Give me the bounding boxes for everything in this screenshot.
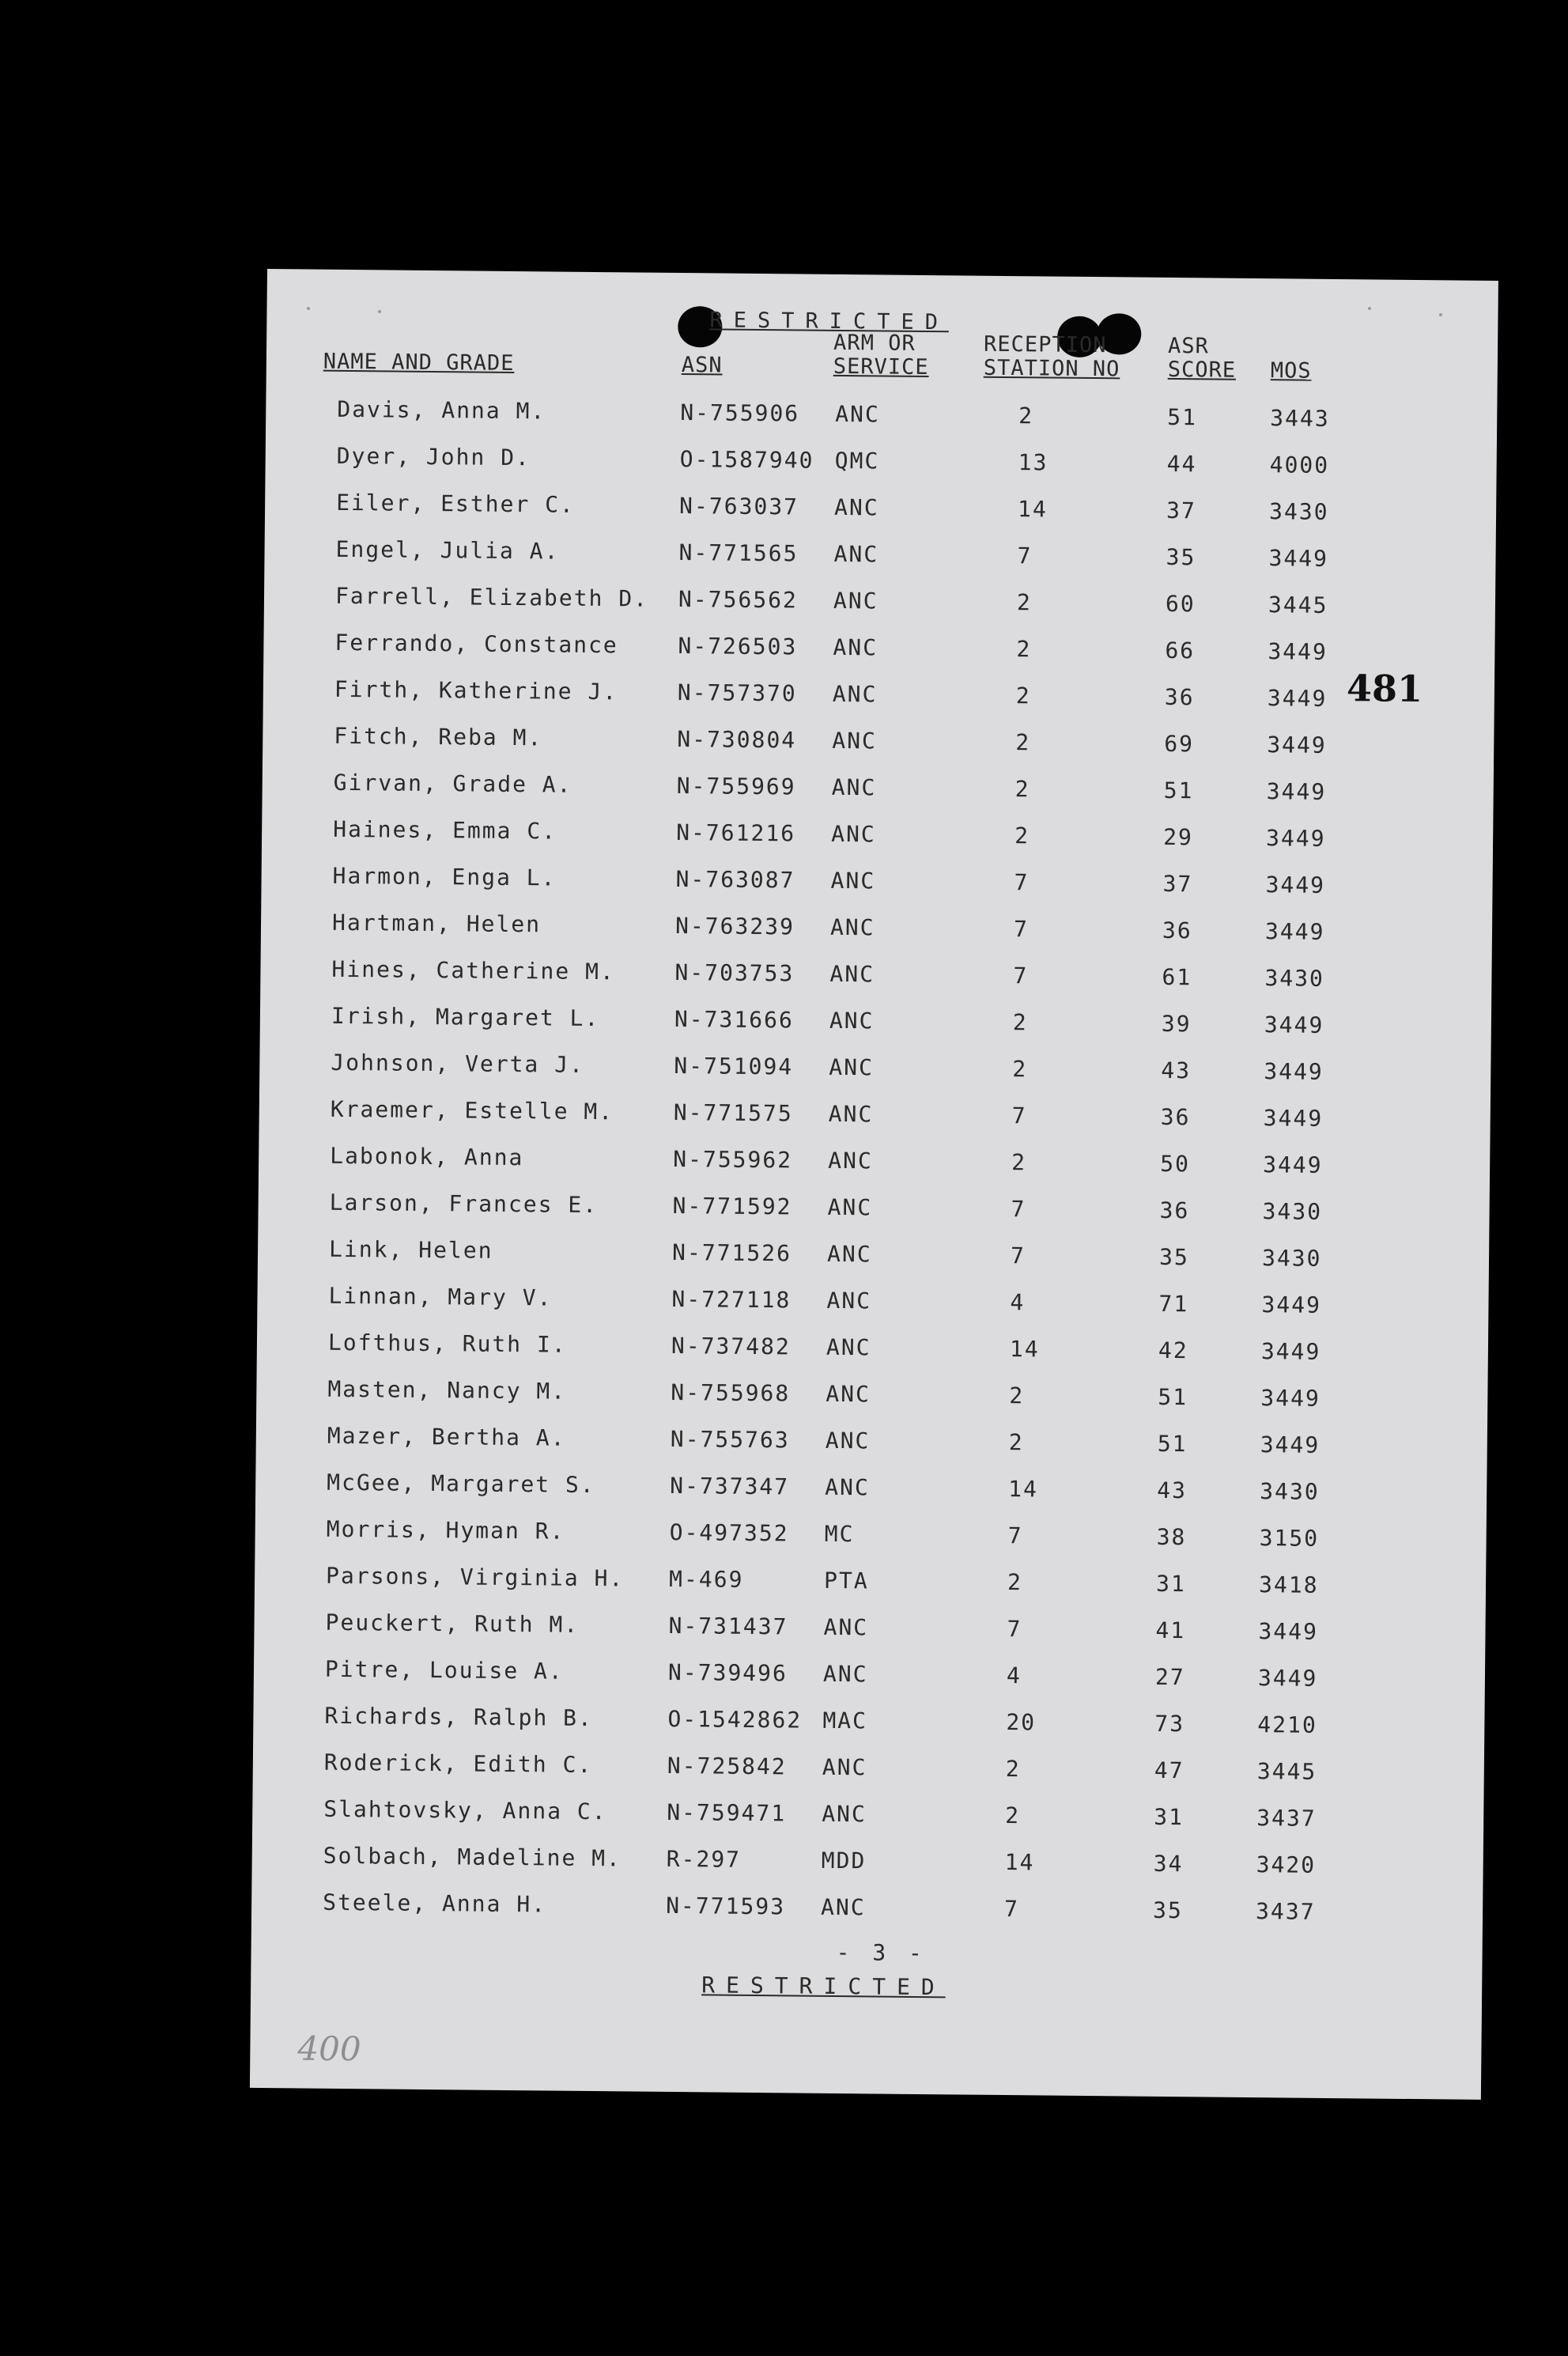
cell-station: 14 bbox=[1004, 1849, 1035, 1876]
cell-asr: 34 bbox=[1153, 1850, 1184, 1878]
footer-restricted: RESTRICTED bbox=[701, 1972, 946, 2001]
cell-arm: ANC bbox=[825, 1427, 871, 1454]
cell-asn: N-737482 bbox=[671, 1332, 791, 1360]
cell-asn: N-763239 bbox=[674, 912, 795, 940]
cell-name: Girvan, Grade A. bbox=[333, 769, 572, 798]
cell-asr: 44 bbox=[1166, 450, 1197, 478]
cell-arm: ANC bbox=[829, 1053, 875, 1081]
cell-station: 20 bbox=[1006, 1709, 1037, 1736]
cell-name: Davis, Anna M. bbox=[337, 395, 546, 425]
cell-station: 7 bbox=[1010, 1242, 1026, 1269]
cell-station: 2 bbox=[1012, 1056, 1028, 1083]
cell-mos: 3449 bbox=[1265, 825, 1326, 852]
cell-mos: 3449 bbox=[1265, 872, 1326, 898]
cell-mos: 3449 bbox=[1267, 732, 1327, 758]
cell-mos: 3449 bbox=[1267, 685, 1328, 712]
cell-arm: MDD bbox=[821, 1847, 867, 1874]
cell-name: Firth, Katherine J. bbox=[334, 675, 618, 705]
cell-station: 2 bbox=[1008, 1429, 1024, 1456]
column-header-asr bbox=[1168, 335, 1237, 383]
cell-asr: 36 bbox=[1159, 1197, 1190, 1224]
cell-asn: N-763087 bbox=[675, 865, 795, 894]
cell-name: Labonok, Anna bbox=[330, 1142, 524, 1171]
cell-arm: ANC bbox=[826, 1333, 871, 1361]
cell-asn: N-756562 bbox=[678, 586, 799, 614]
cell-mos: 3449 bbox=[1258, 1618, 1319, 1645]
cell-asn: N-763037 bbox=[678, 493, 799, 520]
cell-asr: 51 bbox=[1167, 403, 1198, 431]
cell-asn: N-771592 bbox=[672, 1192, 792, 1220]
cell-asr: 35 bbox=[1166, 543, 1196, 571]
cell-arm: ANC bbox=[820, 1893, 866, 1921]
cell-asn: N-755763 bbox=[670, 1425, 790, 1454]
cell-asn: N-739496 bbox=[667, 1658, 788, 1687]
cell-station: 7 bbox=[1014, 869, 1030, 896]
cell-mos: 4210 bbox=[1257, 1711, 1317, 1738]
page-stamp-number: 481 bbox=[1346, 667, 1423, 711]
cell-mos: 3150 bbox=[1259, 1525, 1320, 1552]
dust-speck bbox=[378, 310, 381, 313]
cell-arm: ANC bbox=[822, 1800, 867, 1828]
cell-name: Haines, Emma C. bbox=[333, 815, 557, 845]
cell-mos: 3449 bbox=[1261, 1291, 1322, 1318]
cell-station: 14 bbox=[1008, 1476, 1039, 1503]
cell-asr: 50 bbox=[1160, 1150, 1191, 1178]
cell-arm: ANC bbox=[832, 727, 878, 754]
dust-speck bbox=[1368, 307, 1371, 310]
column-header-asn bbox=[682, 354, 723, 377]
cell-asr: 31 bbox=[1155, 1570, 1186, 1598]
cell-arm: ANC bbox=[827, 1193, 873, 1221]
cell-asn: N-759471 bbox=[667, 1798, 787, 1827]
cell-asn: M-469 bbox=[668, 1565, 744, 1593]
page-number: - 3 - bbox=[836, 1939, 928, 1967]
cell-arm: ANC bbox=[833, 587, 878, 615]
cell-asn: N-771565 bbox=[678, 539, 799, 567]
column-header-station bbox=[984, 333, 1120, 382]
cell-mos: 3449 bbox=[1264, 1012, 1324, 1038]
cell-arm: ANC bbox=[823, 1613, 869, 1641]
dust-speck bbox=[1439, 313, 1442, 316]
cell-station: 4 bbox=[1010, 1289, 1026, 1316]
cell-asn: N-755968 bbox=[671, 1378, 791, 1407]
column-header-mos-label: MOS bbox=[1270, 358, 1312, 384]
cell-station: 7 bbox=[1003, 1896, 1020, 1923]
cell-asr: 61 bbox=[1162, 963, 1192, 991]
cell-name: Parsons, Virginia H. bbox=[325, 1562, 625, 1592]
cell-name: Farrell, Elizabeth D. bbox=[334, 582, 649, 612]
cell-name: Dyer, John D. bbox=[336, 442, 531, 471]
cell-asn: N-761216 bbox=[676, 819, 796, 847]
cell-mos: 3443 bbox=[1270, 405, 1330, 432]
cell-mos: 3437 bbox=[1256, 1805, 1317, 1832]
cell-asr: 39 bbox=[1161, 1010, 1192, 1038]
column-header-mos bbox=[1271, 359, 1312, 383]
cell-mos: 3445 bbox=[1256, 1758, 1317, 1785]
cell-station: 7 bbox=[1007, 1616, 1022, 1643]
cell-mos: 3449 bbox=[1268, 638, 1328, 665]
cell-arm: ANC bbox=[832, 680, 878, 708]
cell-name: Ferrando, Constance bbox=[334, 629, 618, 659]
cell-name: Eiler, Esther C. bbox=[336, 489, 576, 518]
cell-name: Linnan, Mary V. bbox=[328, 1282, 553, 1311]
cell-mos: 3445 bbox=[1268, 592, 1328, 618]
column-header-arm-line2: SERVICE bbox=[833, 354, 929, 380]
cell-asn: N-771593 bbox=[666, 1892, 786, 1920]
cell-asn: N-755962 bbox=[673, 1145, 793, 1174]
cell-asn: N-727118 bbox=[671, 1285, 792, 1314]
cell-station: 2 bbox=[1016, 636, 1032, 663]
cell-asn: N-757370 bbox=[677, 679, 797, 707]
cell-asn: N-731666 bbox=[674, 1005, 794, 1034]
cell-asr: 37 bbox=[1166, 497, 1196, 524]
column-header-asr-line1: ASR bbox=[1167, 333, 1210, 359]
cell-mos: 3449 bbox=[1263, 1105, 1324, 1132]
cell-station: 7 bbox=[1017, 543, 1033, 569]
cell-arm: ANC bbox=[829, 1007, 875, 1034]
cell-station: 14 bbox=[1017, 496, 1048, 523]
cell-station: 2 bbox=[1014, 776, 1030, 803]
cell-name: Roderick, Edith C. bbox=[323, 1749, 593, 1779]
cell-asr: 51 bbox=[1163, 777, 1194, 804]
cell-arm: ANC bbox=[828, 1147, 873, 1174]
header-restricted: RESTRICTED bbox=[709, 308, 950, 335]
cell-asr: 35 bbox=[1152, 1897, 1184, 1924]
cell-name: Larson, Frances E. bbox=[329, 1189, 599, 1219]
cell-arm: ANC bbox=[833, 494, 879, 521]
cell-asn: N-703753 bbox=[674, 959, 795, 987]
cell-name: Irish, Margaret L. bbox=[331, 1002, 600, 1032]
cell-arm: ANC bbox=[835, 400, 881, 428]
cell-station: 2 bbox=[1015, 729, 1031, 756]
cell-name: Hartman, Helen bbox=[331, 909, 542, 938]
cell-arm: ANC bbox=[829, 913, 875, 941]
cell-station: 2 bbox=[1016, 589, 1033, 616]
cell-arm: ANC bbox=[833, 633, 878, 661]
cell-asr: 31 bbox=[1154, 1803, 1185, 1831]
cell-name: McGee, Margaret S. bbox=[327, 1469, 595, 1499]
cell-asr: 66 bbox=[1165, 637, 1196, 664]
cell-name: Fitch, Reba M. bbox=[334, 722, 543, 751]
cell-name: Harmon, Enga L. bbox=[332, 862, 557, 891]
column-header-arm bbox=[833, 331, 929, 380]
cell-arm: ANC bbox=[831, 820, 876, 848]
cell-station: 13 bbox=[1018, 449, 1048, 476]
cell-station: 14 bbox=[1009, 1336, 1040, 1363]
cell-mos: 3430 bbox=[1262, 1198, 1323, 1225]
cell-name: Hines, Catherine M. bbox=[331, 955, 615, 985]
cell-mos: 3430 bbox=[1260, 1478, 1320, 1505]
cell-mos: 3449 bbox=[1260, 1431, 1321, 1458]
cell-arm: ANC bbox=[831, 773, 877, 801]
cell-mos: 3437 bbox=[1255, 1898, 1316, 1925]
cell-name: Johnson, Verta J. bbox=[331, 1049, 585, 1078]
column-header-station-line1: RECEPTION bbox=[983, 331, 1107, 358]
cell-station: 7 bbox=[1013, 916, 1030, 943]
cell-arm: ANC bbox=[829, 960, 875, 988]
cell-mos: 3449 bbox=[1266, 778, 1327, 805]
cell-asn: O-497352 bbox=[669, 1518, 789, 1547]
column-header-name bbox=[323, 350, 515, 376]
cell-arm: ANC bbox=[822, 1660, 868, 1688]
cell-asn: N-730804 bbox=[677, 726, 797, 754]
cell-asr: 51 bbox=[1157, 1430, 1188, 1458]
cell-arm: MC bbox=[824, 1520, 855, 1548]
cell-name: Morris, Hyman R. bbox=[326, 1515, 565, 1545]
cell-arm: ANC bbox=[822, 1753, 867, 1781]
cell-asr: 47 bbox=[1154, 1757, 1185, 1784]
cell-asr: 36 bbox=[1164, 683, 1195, 711]
cell-asr: 37 bbox=[1162, 870, 1193, 898]
cell-arm: ANC bbox=[828, 1100, 874, 1128]
cell-asn: N-737347 bbox=[670, 1472, 790, 1500]
cell-station: 2 bbox=[1007, 1569, 1023, 1596]
column-header-asr-line2: SCORE bbox=[1167, 357, 1237, 383]
pencil-note: 400 bbox=[297, 2029, 361, 2069]
cell-asr: 41 bbox=[1155, 1617, 1186, 1644]
cell-asn: R-297 bbox=[666, 1845, 742, 1873]
cell-asn: O-1587940 bbox=[679, 446, 814, 474]
cell-mos: 3430 bbox=[1268, 498, 1329, 525]
cell-mos: 3449 bbox=[1263, 1152, 1323, 1178]
cell-asn: O-1542862 bbox=[667, 1705, 803, 1734]
cell-arm: MAC bbox=[822, 1707, 868, 1734]
cell-name: Slahtovsky, Anna C. bbox=[323, 1795, 607, 1825]
cell-mos: 3418 bbox=[1258, 1571, 1319, 1598]
cell-station: 2 bbox=[1011, 1149, 1027, 1176]
cell-mos: 3430 bbox=[1261, 1245, 1322, 1272]
cell-name: Lofthus, Ruth I. bbox=[327, 1329, 567, 1358]
cell-asn: N-751094 bbox=[674, 1052, 794, 1080]
cell-station: 2 bbox=[1005, 1802, 1021, 1829]
cell-asr: 73 bbox=[1154, 1710, 1185, 1738]
cell-asn: N-726503 bbox=[678, 633, 798, 660]
column-header-station-line2: STATION NO bbox=[983, 355, 1120, 382]
cell-station: 2 bbox=[1018, 403, 1034, 429]
dust-speck bbox=[307, 307, 310, 310]
cell-station: 2 bbox=[1012, 1009, 1028, 1036]
cell-name: Kraemer, Estelle M. bbox=[330, 1095, 614, 1125]
cell-station: 4 bbox=[1006, 1662, 1022, 1689]
cell-asn: N-731437 bbox=[668, 1612, 788, 1640]
cell-station: 7 bbox=[1007, 1522, 1023, 1549]
cell-name: Link, Helen bbox=[328, 1235, 493, 1264]
cell-asr: 35 bbox=[1158, 1243, 1189, 1271]
cell-mos: 3449 bbox=[1257, 1665, 1318, 1692]
cell-arm: ANC bbox=[826, 1287, 872, 1314]
cell-asr: 71 bbox=[1158, 1290, 1189, 1318]
cell-station: 7 bbox=[1011, 1102, 1027, 1129]
cell-mos: 3449 bbox=[1260, 1385, 1321, 1412]
cell-asr: 36 bbox=[1160, 1103, 1191, 1131]
document-page bbox=[250, 269, 1498, 2100]
cell-name: Engel, Julia A. bbox=[335, 535, 560, 565]
cell-asr: 29 bbox=[1162, 823, 1194, 851]
cell-station: 2 bbox=[1005, 1756, 1021, 1783]
cell-arm: QMC bbox=[834, 447, 880, 475]
cell-asn: N-771526 bbox=[671, 1239, 792, 1267]
cell-name: Peuckert, Ruth M. bbox=[325, 1609, 580, 1638]
column-header-arm-line1: ARM OR bbox=[833, 330, 916, 356]
cell-station: 2 bbox=[1009, 1382, 1025, 1409]
cell-arm: ANC bbox=[826, 1240, 872, 1268]
cell-name: Mazer, Bertha A. bbox=[327, 1422, 566, 1451]
cell-asr: 69 bbox=[1164, 730, 1195, 758]
cell-station: 2 bbox=[1015, 683, 1031, 709]
cell-arm: ANC bbox=[825, 1473, 870, 1501]
cell-mos: 4000 bbox=[1269, 452, 1330, 478]
cell-mos: 3449 bbox=[1264, 1058, 1324, 1085]
cell-asn: N-755969 bbox=[676, 773, 796, 800]
cell-asr: 60 bbox=[1165, 590, 1196, 618]
cell-station: 7 bbox=[1013, 962, 1029, 989]
cell-asr: 27 bbox=[1154, 1663, 1185, 1691]
cell-mos: 3449 bbox=[1268, 545, 1329, 572]
column-header-name-label: NAME AND GRADE bbox=[323, 349, 515, 376]
cell-mos: 3449 bbox=[1264, 918, 1325, 945]
cell-station: 7 bbox=[1011, 1196, 1026, 1223]
cell-name: Masten, Nancy M. bbox=[327, 1375, 567, 1405]
cell-asr: 51 bbox=[1158, 1383, 1188, 1411]
cell-name: Solbach, Madeline M. bbox=[323, 1842, 622, 1872]
cell-arm: ANC bbox=[830, 867, 876, 894]
cell-mos: 3449 bbox=[1260, 1338, 1321, 1365]
cell-asn: N-771575 bbox=[673, 1099, 793, 1127]
cell-mos: 3430 bbox=[1264, 965, 1325, 992]
cell-asr: 36 bbox=[1162, 917, 1192, 944]
cell-name: Pitre, Louise A. bbox=[324, 1655, 564, 1685]
cell-mos: 3420 bbox=[1256, 1851, 1317, 1878]
cell-asr: 38 bbox=[1156, 1523, 1187, 1551]
cell-asn: N-755906 bbox=[680, 399, 800, 427]
cell-arm: ANC bbox=[833, 540, 879, 568]
cell-asr: 43 bbox=[1157, 1477, 1188, 1504]
cell-name: Richards, Ralph B. bbox=[324, 1702, 594, 1732]
cell-name: Steele, Anna H. bbox=[323, 1889, 547, 1918]
cell-arm: ANC bbox=[826, 1380, 871, 1408]
cell-asr: 43 bbox=[1161, 1057, 1192, 1084]
column-header-asn-label: ASN bbox=[681, 353, 723, 378]
cell-asn: N-725842 bbox=[667, 1752, 787, 1780]
cell-station: 2 bbox=[1014, 823, 1030, 849]
cell-asr: 42 bbox=[1158, 1337, 1188, 1364]
cell-arm: PTA bbox=[823, 1567, 869, 1594]
roster-table bbox=[251, 395, 1498, 1947]
